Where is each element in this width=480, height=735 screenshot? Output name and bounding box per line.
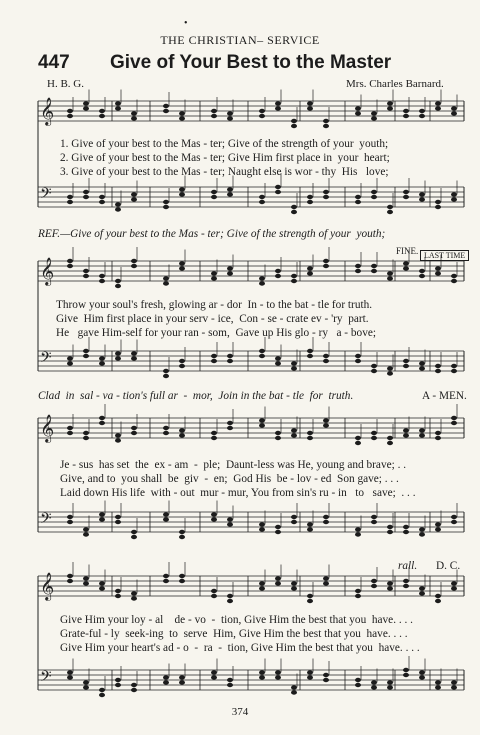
section-title: THE CHRISTIAN– SERVICE (160, 33, 320, 47)
svg-text:𝄢: 𝄢 (40, 510, 52, 531)
refrain-end-line: Clad in sal - va - tion's full ar - mor, Join in the bat - tle for truth. (38, 390, 354, 402)
verse-2-line-3: Give, and to you shall be giv - en; God His be - lov - ed Son gave; . . . (60, 473, 399, 485)
treble-staff-4 (38, 576, 464, 596)
hymn-title: Give of Your Best to the Master (110, 52, 392, 73)
author-credit: Mrs. Charles Barnard. (346, 78, 444, 90)
verse-3-line-4: Give Him your heart's ad - o - ra - tion, Give Him the best that you have. . . . (60, 642, 420, 654)
svg-text:𝄢: 𝄢 (40, 668, 52, 689)
svg-text:𝄞: 𝄞 (40, 414, 55, 442)
verse-3-line-3: Laid down His life with - out mur - mur, You from sin's ru - in to save; . . . (60, 487, 416, 499)
refrain-line: REF.—Give of your best to the Mas - ter; Give of the strength of your youth; (38, 228, 386, 240)
page-number: 374 (231, 706, 249, 718)
rall-mark: rall. (398, 560, 418, 572)
amen-text: A - MEN. (422, 390, 467, 402)
verse-1-line-2: Throw your soul's fresh, glowing ar - dor In - to the bat - tle for truth. (56, 299, 373, 311)
verse-1-line-4: Give Him your loy - al de - vo - tion, Give Him the best that you have. . . . (60, 614, 413, 626)
verse-3-line-2: He gave Him-self for your ran - som, Gave up His glo - ry a - bove; (56, 327, 376, 339)
verse-1-line-1: 1. Give of your best to the Mas - ter; Give of the strength of your youth; (60, 138, 389, 150)
verse-2-line-1: 2. Give of your best to the Mas - ter; Give Him first place in your heart; (60, 152, 390, 164)
verse-2-line-4: Grate-ful - ly seek-ing to serve Him, Give Him the best that you have. . . . (60, 628, 408, 640)
composer-credit: H. B. G. (47, 78, 84, 90)
bass-staff-2 (38, 351, 464, 371)
svg-text:𝄢: 𝄢 (40, 349, 52, 370)
svg-text:𝄞: 𝄞 (40, 97, 55, 125)
svg-text:𝄞: 𝄞 (40, 257, 55, 285)
fine-mark: FINE. (396, 246, 419, 256)
bass-staff-4 (38, 670, 464, 690)
verse-3-line-1: 3. Give of your best to the Mas - ter; Naught else is wor - thy His love; (60, 166, 389, 178)
dc-mark: D. C. (436, 560, 461, 572)
hymn-number: 447 (38, 52, 70, 73)
ornament-dot: • (184, 18, 188, 29)
verse-2-line-2: Give Him first place in your serv - ice, Con - se - crate ev - 'ry part. (56, 313, 369, 325)
last-time-box: LAST TIME (420, 250, 469, 261)
svg-text:𝄢: 𝄢 (40, 185, 52, 206)
verse-1-line-3: Je - sus has set the ex - am - ple; Daunt-less was He, young and brave; . . (60, 459, 407, 471)
svg-text:𝄞: 𝄞 (40, 572, 55, 600)
